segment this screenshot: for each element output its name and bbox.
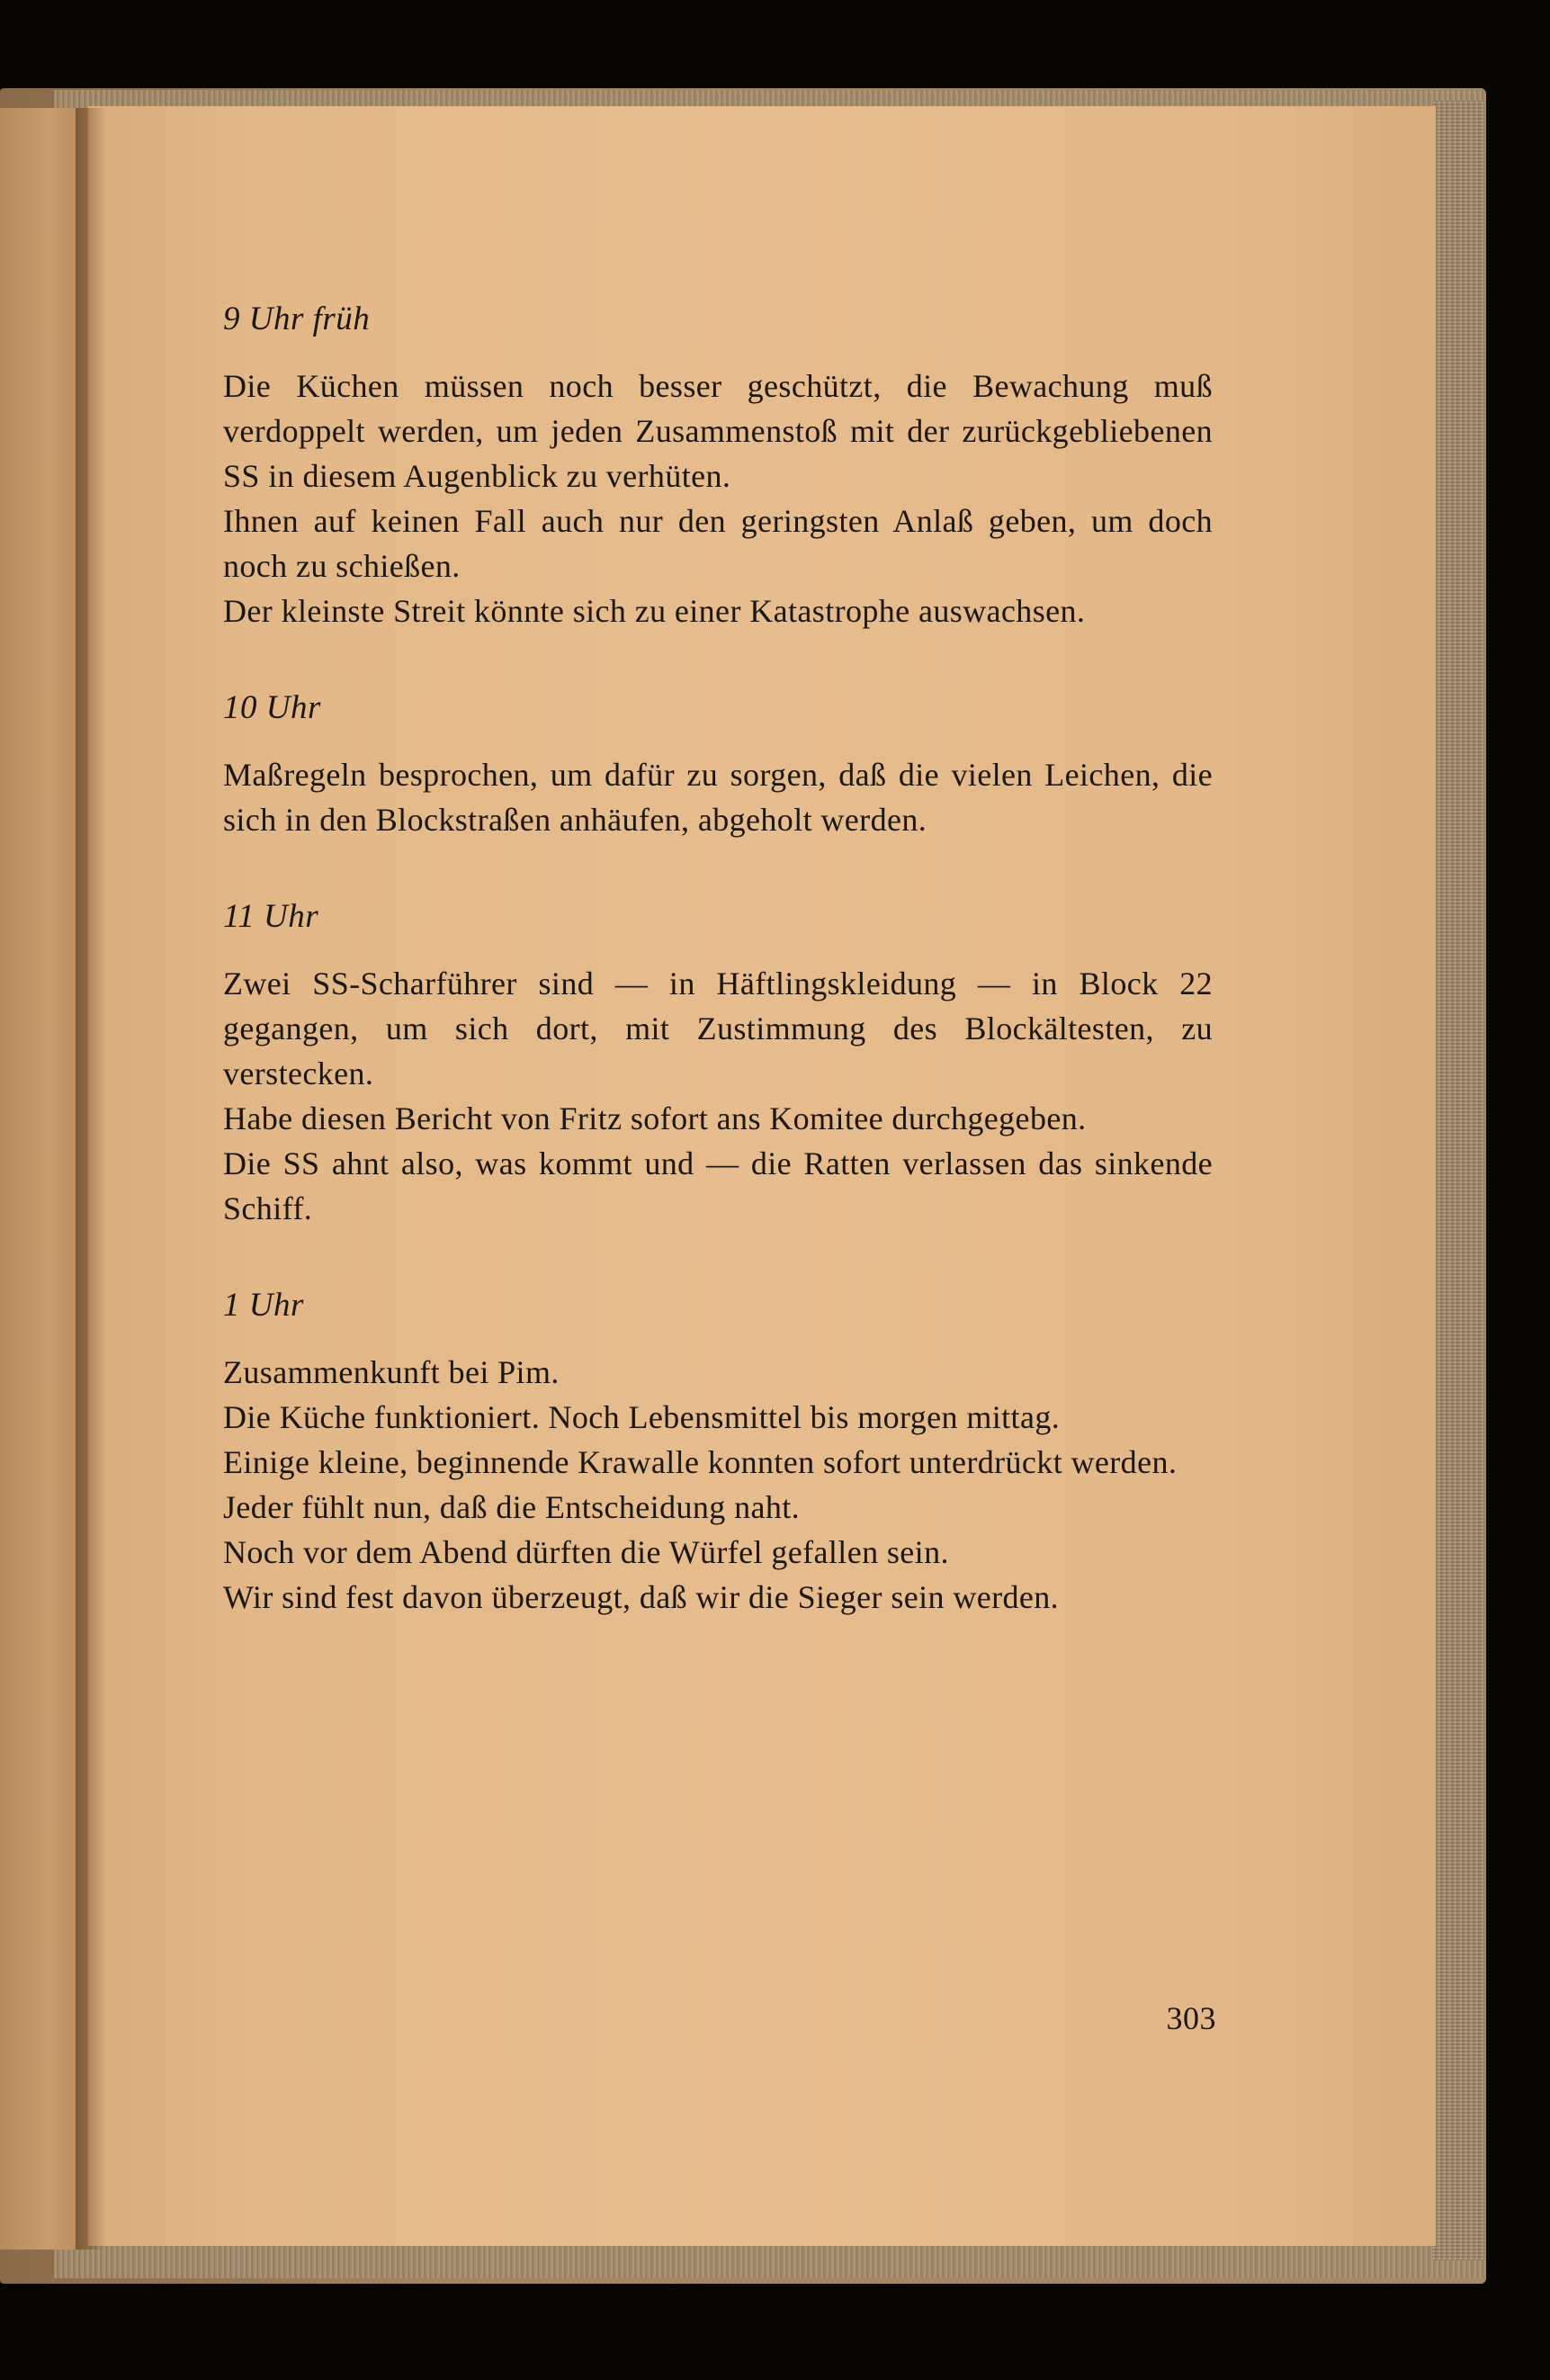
page-number: 303: [1166, 2000, 1216, 2036]
cover-right-edge: [1432, 101, 1484, 2260]
entry-11-uhr: [223, 894, 1213, 1231]
cover-bottom-edge: [54, 2246, 1484, 2278]
entry-paragraph: Jeder fühlt nun, daß die Entscheidung naht.: [223, 1489, 801, 1525]
entry-paragraph: Die Küchen müssen noch besser geschützt, die Bewachung muß verdoppelt werden, um jeden Zusammenstoß mit der zurückgebliebenen SS in diesem Augenblick zu verhüten.: [223, 368, 1213, 494]
entry-paragraph: Ihnen auf keinen Fall auch nur den geringsten Anlaß geben, um doch noch zu schießen.: [223, 503, 1213, 584]
page-text: [223, 297, 1213, 1672]
entry-paragraph: Der kleinste Streit könnte sich zu einer Katastrophe auswachsen.: [223, 593, 1086, 629]
entry-paragraph: Einige kleine, beginnende Krawalle konnten sofort unterdrückt werden.: [223, 1444, 1178, 1480]
entry-paragraph: Die Küche funktioniert. Noch Lebensmittel bis morgen mittag.: [223, 1399, 1061, 1435]
entry-10-uhr: [223, 686, 1213, 842]
entry-paragraph: Wir sind fest davon überzeugt, daß wir die Sieger sein werden.: [223, 1579, 1060, 1615]
entry-paragraph: Noch vor dem Abend dürften die Würfel gefallen sein.: [223, 1534, 949, 1570]
entry-heading: 10 Uhr: [223, 689, 321, 726]
gutter-shadow: [76, 108, 106, 2250]
entry-paragraph: Zwei SS-Scharführer sind — in Häftlingskleidung — in Block 22 gegangen, um sich dort, mit Zustimmung des Blockältesten, zu verstecken.: [223, 965, 1213, 1091]
entry-9-uhr: [223, 297, 1213, 633]
entry-paragraph: Zusammenkunft bei Pim.: [223, 1354, 560, 1390]
entry-heading: 1 Uhr: [223, 1287, 304, 1324]
entry-heading: 11 Uhr: [223, 898, 319, 935]
entry-heading: 9 Uhr früh: [223, 301, 371, 337]
entry-paragraph: Die SS ahnt also, was kommt und — die Ratten verlassen das sinkende Schiff.: [223, 1145, 1213, 1226]
entry-paragraph: Habe diesen Bericht von Fritz sofort ans Komitee durchgegeben.: [223, 1100, 1087, 1136]
entry-paragraph: Maßregeln besprochen, um dafür zu sorgen, daß die vielen Leichen, die sich in den Blockstraßen anhäufen, abgeholt werden.: [223, 757, 1213, 838]
entry-1-uhr: [223, 1283, 1213, 1620]
